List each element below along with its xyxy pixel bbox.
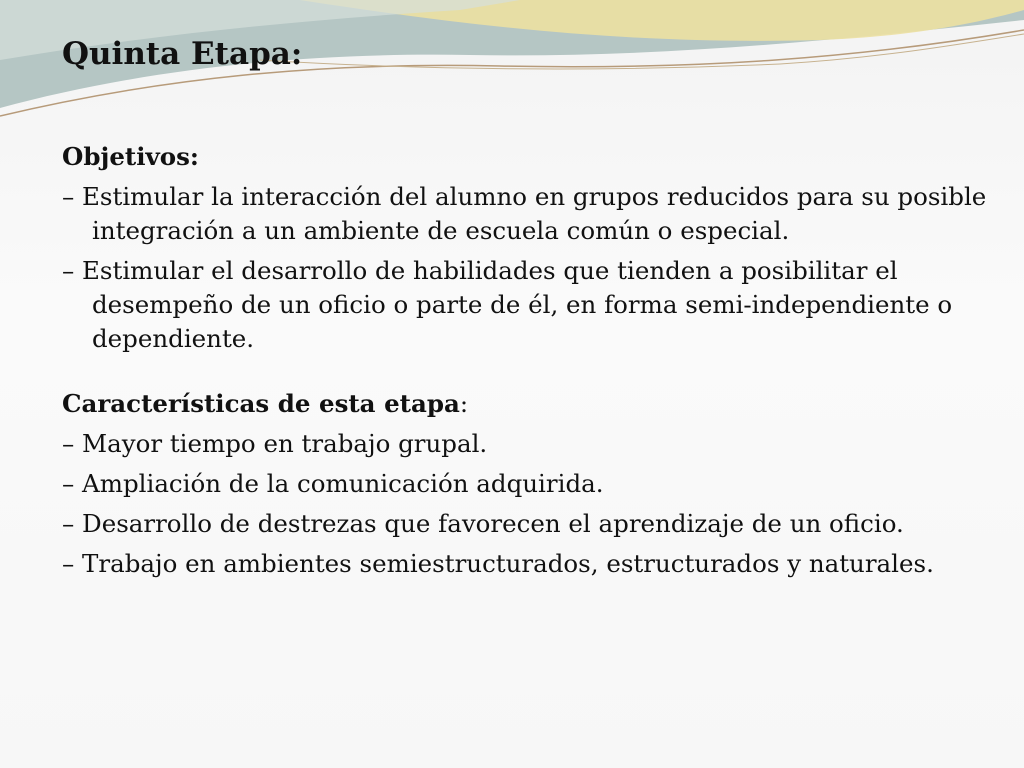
bullet-dash: – — [62, 182, 75, 211]
characteristics-heading — [62, 384, 1002, 423]
characteristic-text: Trabajo en ambientes semiestructurados, estructurados y naturales. — [82, 549, 934, 578]
characteristic-text: Desarrollo de destrezas que favorecen el aprendizaje de un oficio. — [82, 509, 904, 538]
characteristic-item — [62, 427, 1002, 461]
bullet-dash: – — [62, 549, 75, 578]
objectives-heading: Objetivos: — [62, 142, 199, 171]
objective-item — [62, 254, 1002, 356]
bullet-dash: – — [62, 429, 75, 458]
objective-text: Estimular el desarrollo de habilidades que tienden a posibilitar el desempeño de un oficio o parte de él, en forma semi-independiente o dependiente. — [82, 256, 953, 353]
bullet-dash: – — [62, 256, 75, 285]
characteristic-item — [62, 547, 1002, 581]
characteristic-item — [62, 507, 1002, 541]
slide-title: Quinta Etapa: — [62, 36, 303, 72]
objective-item — [62, 180, 1002, 248]
slide-content — [62, 137, 1002, 587]
bullet-dash: – — [62, 509, 75, 538]
objective-text: Estimular la interacción del alumno en grupos reducidos para su posible integración a un ambiente de escuela común o especial. — [82, 182, 987, 245]
bullet-dash: – — [62, 469, 75, 498]
characteristic-item — [62, 467, 1002, 501]
characteristics-heading-text: Características de esta etapa — [62, 389, 460, 418]
characteristic-text: Ampliación de la comunicación adquirida. — [82, 469, 604, 498]
characteristic-text: Mayor tiempo en trabajo grupal. — [82, 429, 488, 458]
characteristics-heading-colon: : — [459, 389, 469, 418]
